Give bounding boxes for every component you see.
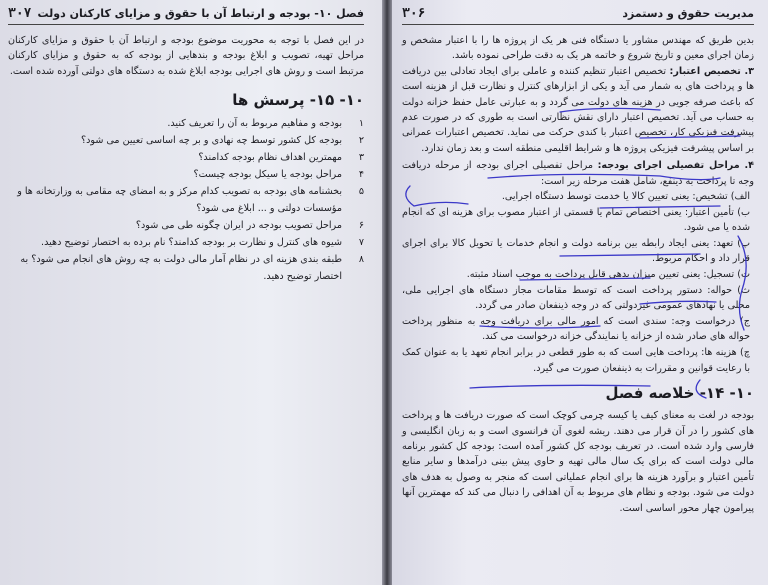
budget-step: چ) هزینه ها: پرداخت هایی است که به طور قطعی در برابر انجام تعهد یا به عنوان کمک با رعایت قوانین و مقررات به ذینفعان صورت می گیرد. — [402, 347, 750, 374]
left-intro-paragraph: در این فصل با توجه به محوریت موضوع بودجه و ارتباط آن با حقوق و مزایای کارکنان مراحل تهیه، تصویب و ابلاغ بودجه و بندهایی از بودجه که به حقوق و مزایای کارکنان مرتبط است و روش های اجرایی بودجه ابلاغ شده به دستگاه های دولتی آورده شده است. — [8, 35, 364, 77]
right-page — [392, 0, 768, 585]
question-text: مراحل تصویب بودجه در ایران چگونه طی می شود؟ — [135, 220, 342, 232]
question-number: ۸ — [358, 254, 364, 266]
left-page — [0, 0, 382, 585]
question-number: ۴ — [358, 169, 364, 181]
question-text: بودجه و مفاهیم مربوط به آن را تعریف کنید. — [167, 118, 342, 130]
question-item — [8, 251, 364, 285]
question-item — [8, 115, 364, 132]
item3-text: تخصیص اعتبار تنظیم کننده و عاملی برای ایجاد تعادلی بین دریافت ها و پرداخت های به شمار می آید و یکی از ابزارهای کنترل و نظارت قبل از هزینه است که باعث صرفه جویی در هزینه های دولت می گردد و به عبارتی عامل حفظ خزانه دولت به حساب می آید. تخصیص اعتبار دارای نقش نظارتی است به طوری که در صورت عدم پیشرفت فیزیکی کار، تخصیص اعتبار با کندی حرکت می نماید. تخصیص اعتبارات عمرانی بر اساس پیشرفت فیزیکی پروژه ها و شرایط اقلیمی منطقه است و بعد زمان ندارد. — [402, 65, 754, 154]
item3-paragraph — [402, 64, 754, 156]
budget-step: ث) حواله: دستور پرداخت است که توسط مقامات مجاز دستگاه های اجرایی ملی، محلی یا نهادهای عمومی غیردولتی که در وجه ذینفعان صادر می گردد. — [402, 284, 750, 312]
questions-heading: ۱۰- ۱۵- پرسش ها — [232, 91, 364, 110]
question-number: ۳ — [358, 152, 364, 164]
question-number: ۲ — [358, 135, 364, 147]
left-page-number: ۳۰۷ — [8, 6, 32, 21]
question-item — [8, 217, 364, 234]
question-item — [8, 166, 364, 183]
question-number: ۱ — [358, 118, 364, 130]
item4-text: مراحل تفصیلی اجرای بودجه از مرحله دریافت وجه تا پرداخت به ذینفع، شامل هفت مرحله زیر است: — [402, 160, 754, 187]
item4-paragraph — [402, 158, 754, 189]
question-number: ۵ — [358, 186, 364, 198]
item4-steps — [402, 189, 754, 376]
budget-step: ب) تأمین اعتبار: یعنی اختصاص تمام یا قسمتی از اعتبار مصوب برای هزینه ای که انجام شده یا می شود. — [402, 206, 750, 234]
question-text: مراحل بودجه یا سیکل بودجه چیست؟ — [193, 169, 342, 181]
summary-paragraph: بودجه در لغت به معنای کیف یا کیسه چرمی کوچک است که صورت دریافت ها و پرداخت های کشور را در آن قرار می دهند. ریشه لغوی آن فرانسوی است و به زبان انگلیسی و فارسی وارد شده است. در تعریف بودجه کل کشور آمده است: بودجه کل کشور برنامه مالی دولت است که برای یک سال مالی تهیه و حاوی پیش بینی درآمدها و سایر منابع تأمین اعتبار و برآورد هزینه ها برای انجام عملیاتی است که منجر به وصول به هدف های دولت می شود. بودجه و نظام های مربوط به آن اهدافی را دنبال می کند که مهمترین آنها پیرامون چهار محور اساسی است. — [402, 410, 754, 514]
question-item — [8, 183, 364, 217]
question-text: مهمترین اهداف نظام بودجه کدامند؟ — [198, 152, 342, 164]
question-text: بخشنامه های بودجه به تصویب کدام مرکز و به امضای چه مقامی به وزارتخانه ها و مؤسسات دولتی و ... ابلاغ می شود؟ — [17, 186, 342, 215]
question-text: بودجه کل کشور توسط چه نهادی و بر چه اساسی تعیین می شود؟ — [81, 135, 342, 147]
question-number: ۷ — [358, 237, 364, 249]
question-item — [8, 132, 364, 149]
summary-heading: ۱۰- ۱۴- خلاصه فصل — [605, 384, 754, 403]
book-gutter — [382, 0, 392, 585]
question-text: شیوه های کنترل و نظارت بر بودجه کدامند؟ نام برده به اختصار توضیح دهید. — [41, 237, 342, 249]
right-page-number: ۳۰۶ — [402, 6, 426, 21]
question-item — [8, 149, 364, 166]
questions-list — [8, 115, 364, 285]
left-running-title: فصل ۱۰- بودجه و ارتباط آن با حقوق و مزایای کارکنان دولت — [37, 7, 364, 20]
budget-step: پ) تعهد: یعنی ایجاد رابطه بین برنامه دولت و انجام خدمات یا تحویل کالا برای اجرای قرار داد و احکام مربوط. — [402, 237, 750, 265]
question-number: ۶ — [358, 220, 364, 232]
left-running-head — [8, 6, 364, 25]
item4-label: ۴. مراحل تفصیلی اجرای بودجه: — [597, 160, 754, 172]
question-text: طبقه بندی هزینه ای در نظام آمار مالی دولت به چه روش های انجام می شود؟ به اختصار توضیح دهید. — [20, 254, 342, 283]
budget-step: ج) درخواست وجه: سندی است که امور مالی برای دریافت وجه به منظور پرداخت حواله های صادر شده از خزانه یا نمایندگی خزانه درخواست می کند. — [402, 315, 750, 343]
right-running-head — [402, 6, 754, 25]
right-intro-paragraph: بدین طریق که مهندس مشاور یا دستگاه فنی هر یک از پروژه ها را با اعتبار مشخص و زمان اجرای معین و تاریخ شروع و خاتمه هر یک به دقت طراحی نموده باشد. — [402, 35, 754, 62]
question-item — [8, 234, 364, 251]
budget-step: ت) تسجیل: یعنی تعیین میزان بدهی قابل پرداخت به موجب اسناد مثبته. — [466, 269, 750, 281]
budget-step: الف) تشخیص: یعنی تعیین کالا یا خدمت توسط دستگاه اجرایی. — [501, 191, 750, 203]
right-running-title: مدیریت حقوق و دستمزد — [622, 7, 754, 20]
item3-label: ۳. تخصیص اعتبار: — [669, 65, 755, 77]
